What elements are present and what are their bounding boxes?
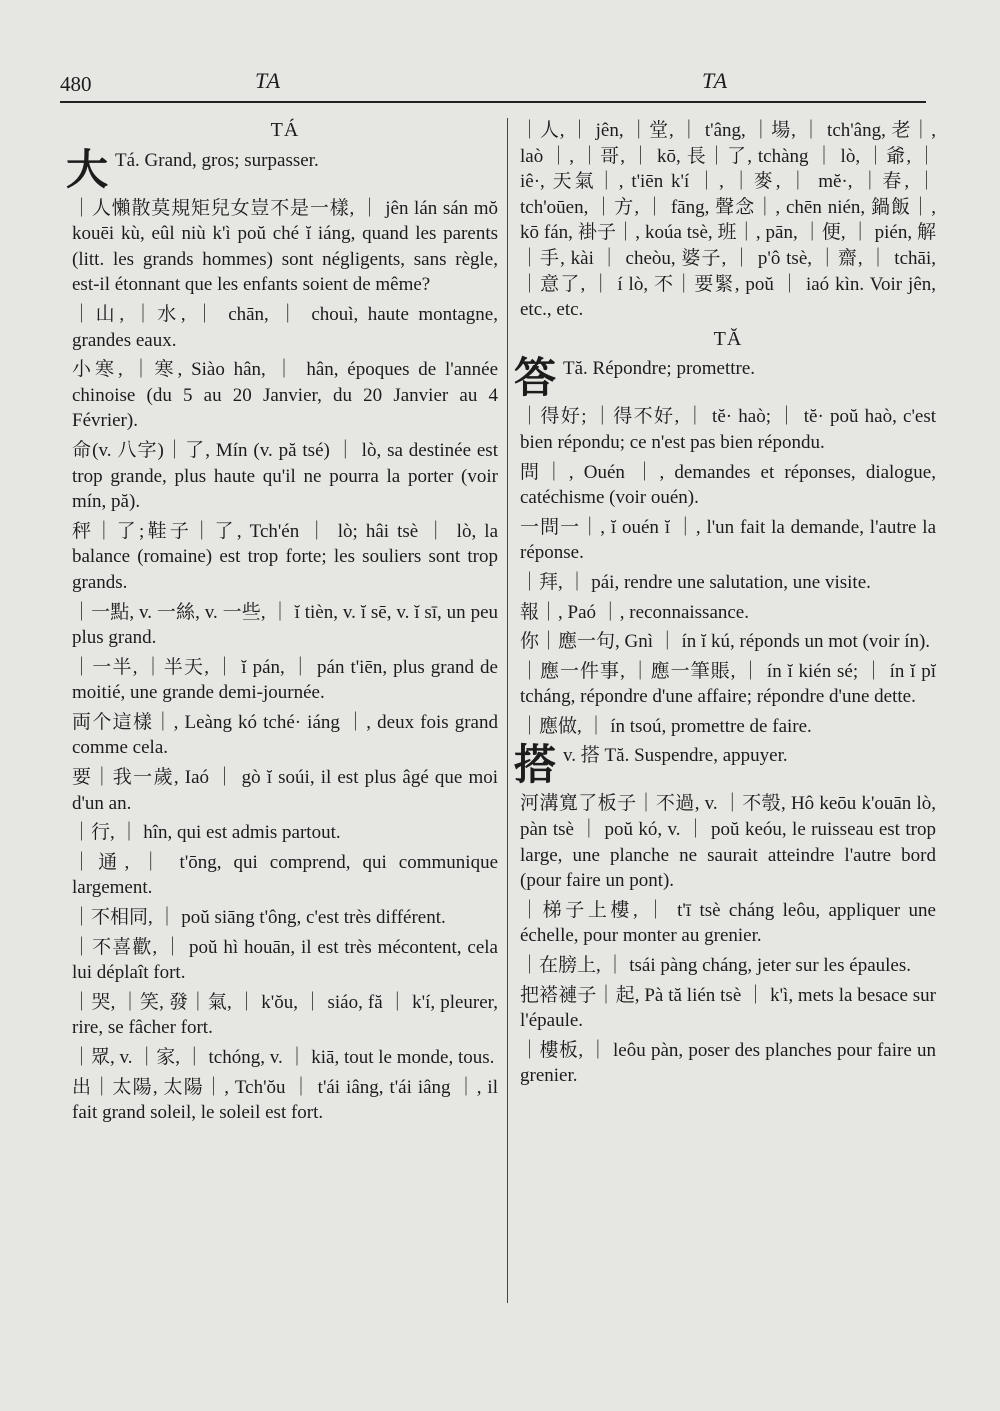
dictionary-entry: ｜梯子上樓, ｜ t'ī tsè cháng leôu, appliquer une échelle, pour monter au grenier.: [520, 899, 936, 947]
dictionary-entry: 問｜, Ouén ｜, demandes et réponses, dialogue, catéchisme (voir ouén).: [520, 461, 936, 509]
headword-definition: v. 搭 Tă. Suspendre, appuyer.: [563, 745, 788, 767]
dictionary-entry: ｜樓板, ｜ leôu pàn, poser des planches pour faire un grenier.: [520, 1039, 936, 1087]
dictionary-entry: 報｜, Paó ｜, reconnaissance.: [520, 601, 749, 623]
dictionary-entry: ｜不相同, ｜ poŭ siāng t'ông, c'est très différent.: [72, 907, 446, 929]
headword-entry: [514, 740, 936, 790]
dictionary-entry: ｜山, ｜水, ｜ chān, ｜ chouì, haute montagne, grandes eaux.: [72, 303, 498, 351]
dictionary-entry: ｜應一件事, ｜應一筆賬, ｜ ín ĭ kién sé; ｜ ín ĭ pĭ tcháng, répondre d'une affaire; répondre d'une dette.: [520, 660, 936, 708]
dictionary-entry: ｜拜, ｜ pái, rendre une salutation, une visite.: [520, 571, 871, 593]
left-column: [66, 118, 498, 1130]
dictionary-entry: 要｜我一歲, Iaó ｜ gò ĭ soúi, il est plus âgé que moi d'un an.: [72, 767, 498, 814]
dictionary-entry: 把褡褳子｜起, Pà tă lién tsè ｜ k'ì, mets la besace sur l'épaule.: [520, 984, 936, 1032]
dictionary-entry: ｜應做, ｜ ín tsoú, promettre de faire.: [520, 715, 812, 737]
headword-definition: Tă. Répondre; promettre.: [563, 358, 756, 380]
dictionary-entry: ｜人, ｜ jên, ｜堂, ｜ t'âng, ｜場, ｜ tch'âng, 老｜, laò ｜, ｜哥, ｜ kō, 長｜了, tchàng ｜ lò, ｜爺, ｜ iê·, 天氣｜, t'iēn k'í ｜, ｜麥, ｜ mĕ·, ｜春, ｜ tch'oūen, ｜方, ｜ fāng, 聲念｜, chēn nién, 鍋飯｜, kō fán, 褂子｜, koúa tsè, 班｜, pān, ｜便, ｜ pién, 解｜手, kài ｜ cheòu, 婆子, ｜ p'ô tsè, ｜齋, ｜ tchāi, ｜意了, ｜ í lò, 不｜要緊, poŭ ｜ iaó kìn. Voir jên, etc., etc.: [520, 120, 936, 321]
dictionary-entry: ｜得好; ｜得不好, ｜ tĕ· haò; ｜ tĕ· poŭ haò, c'est bien répondu; ce n'est pas bien répondu.: [520, 406, 936, 453]
headword-entry: [514, 353, 936, 403]
dictionary-entry: ｜哭, ｜笑, 發｜氣, ｜ k'ŏu, ｜ siáo, fă ｜ k'í, pleurer, rire, se fâcher fort.: [72, 991, 498, 1039]
header-rule: [60, 101, 926, 103]
dictionary-entry: 命(v. 八字)｜了, Mín (v. pă tsé) ｜ lò, sa destinée est trop grande, plus haute qu'il ne pourra la porter (voir mín, pă).: [72, 439, 498, 513]
headword-character: 大: [66, 144, 109, 194]
dictionary-entry: 秤｜了;鞋子｜了, Tch'én ｜ lò; hâi tsè ｜ lò, la balance (romaine) est trop forte; les souliers sont trop grands.: [72, 520, 498, 593]
dictionary-entry: ｜一點, v. 一絲, v. 一些, ｜ ĭ tièn, v. ĭ sē, v. ĭ sī, un peu plus grand.: [72, 601, 498, 649]
headword-definition: Tá. Grand, gros; surpasser.: [115, 149, 319, 171]
column-divider: [507, 118, 508, 1303]
dictionary-entry: 小寒, ｜寒, Siào hân, ｜ hân, époques de l'année chinoise (du 5 au 20 Janvier, du 20 Janvier au 4 Février).: [72, 359, 498, 432]
headword-entry: [66, 144, 498, 194]
right-column: [514, 118, 936, 1093]
dictionary-entry: 河溝寬了板子｜不過, v. ｜不彀, Hô keōu k'ouān lò, pàn tsè ｜ poŭ kó, v. ｜ poŭ keóu, le ruisseau est trop large, une planche ne saurait atteindre l'autre bord (pour faire un pont).: [520, 793, 936, 892]
section-heading: TÁ: [270, 119, 300, 141]
dictionary-entry: 你｜應一句, Gnì ｜ ín ĭ kú, réponds un mot (voir ín).: [520, 631, 931, 653]
headword-character: 搭: [514, 740, 557, 790]
headword-character: 答: [514, 353, 557, 403]
running-head-right: TA: [702, 68, 729, 93]
dictionary-entry: 出｜太陽, 太陽｜, Tch'ŏu ｜ t'ái iâng, t'ái iâng ｜, il fait grand soleil, le soleil est fort.: [72, 1076, 498, 1124]
page-number: 480: [60, 72, 92, 96]
running-head-left: TA: [255, 68, 282, 93]
dictionary-entry: ｜通, ｜ t'ōng, qui comprend, qui communique largement.: [72, 851, 498, 899]
dictionary-entry: 両个這樣｜, Leàng kó tché· iáng ｜, deux fois grand comme cela.: [72, 711, 498, 759]
dictionary-entry: ｜在膀上, ｜ tsái pàng cháng, jeter sur les épaules.: [520, 955, 911, 977]
dictionary-entry: ｜行, ｜ hîn, qui est admis partout.: [72, 822, 341, 844]
dictionary-entry: ｜不喜歡, ｜ poŭ hì houān, il est très mécontent, cela lui déplaît fort.: [72, 936, 498, 984]
dictionary-entry: ｜眾, v. ｜家, ｜ tchóng, v. ｜ kiā, tout le monde, tous.: [72, 1047, 495, 1068]
dictionary-entry: ｜一半, ｜半天, ｜ ĭ pán, ｜ pán t'iēn, plus grand de moitié, une grande demi-journée.: [72, 656, 498, 704]
dictionary-entry: 一問一｜, ĭ ouén ĭ ｜, l'un fait la demande, l'autre la réponse.: [520, 516, 936, 564]
section-heading: TĂ: [713, 327, 743, 350]
dictionary-entry: ｜人懶散莫規矩兒女豈不是一樣, ｜ jên lán sán mŏ kouēi kù, eûl niù k'ì poŭ ché ĭ iáng, quand les parents (litt. les grands hommes) sont négligents, sans règle, est-il étonnant que les enfants soient de même?: [72, 197, 498, 296]
